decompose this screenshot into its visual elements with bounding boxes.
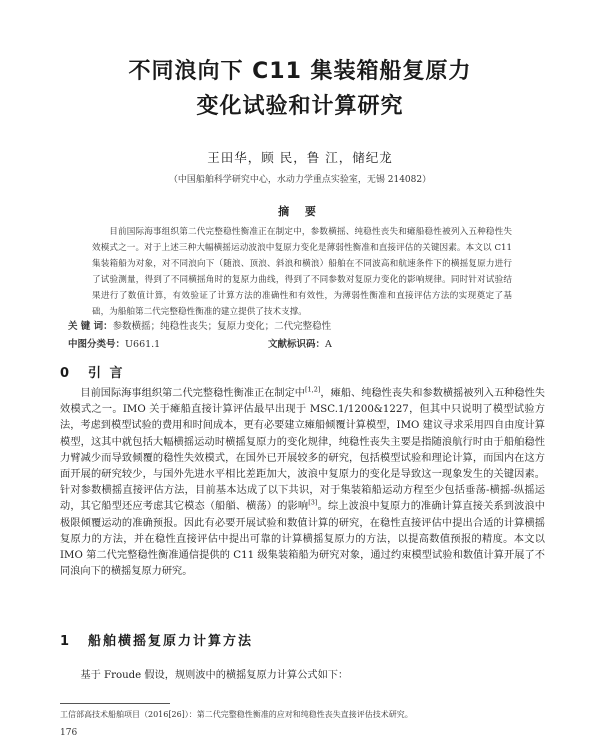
- section-number: 0: [60, 366, 70, 381]
- section-number: 1: [60, 634, 70, 649]
- keywords-label: 关 键 词：: [68, 321, 113, 332]
- footnote-divider: [60, 703, 170, 704]
- abstract-heading: 摘 要: [278, 205, 322, 218]
- funding-footnote: 工信部高技术船舶项目（2016[26]）：第二代完整稳性衡准的应对和纯稳性丧失直接评估技术研究。: [60, 710, 413, 719]
- doc-code-label: 文献标识码：: [268, 339, 326, 350]
- intro-text-part1: 目前国际海事组织第二代完整稳性衡准正在制定中: [80, 388, 305, 399]
- section-heading-1: [60, 630, 253, 649]
- section1-paragraph: 基于 Froude 假设，规则波中的横摇复原力计算公式如下：: [80, 670, 349, 681]
- affiliation: （中国船舶科学研究中心，水动力学重点实验室，无锡 214082）: [168, 175, 432, 185]
- clc-label: 中图分类号：: [68, 339, 126, 350]
- classification-line: [68, 336, 538, 350]
- section-heading-intro: [60, 362, 125, 381]
- section-title: 引 言: [88, 366, 125, 381]
- paper-title-line2: 变化试验和计算研究: [196, 94, 404, 119]
- doc-code-value: A: [325, 339, 332, 350]
- abstract-body: 目前国际海事组织第二代完整稳性衡准正在制定中，参数横摇、纯稳性丧失和瘫船稳性被列入五种稳性失效模式之一。对于上述三种大幅横摇运动波浪中复原力变化是薄弱性衡准和直接评估的关键因素。本文以 C11 集装箱船为对象，对不同浪向下（随浪、顶浪、斜浪和横浪）船舶在不同波高和航速条件下的横摇复原力进行了试验测量，得到了不同横摇角时的复原力曲线，得到了不同参数对复原力变化的影响规律。同时针对试验结果进行了数值计算，有效验证了计算方法的准确性和有效性，为薄弱性衡准和直接评估方法的实现奠定了基础，为船舶第二代完整稳性衡准的建立提供了技术支撑。: [92, 227, 512, 317]
- intro-text-part2: ，瘫船、纯稳性丧失和参数横摇被列入五种稳性失效模式之一。IMO 关于瘫船直接计算评估最早出现于 MSC.1/1200&1227，但其中只说明了模型试验方法，考虑到模型试验的费用和时间成本，更有必要建立瘫船倾覆计算模型，IMO 建议寻求采用四自由度计算模型，这其中就包括大幅横摇运动时横摇复原力的变化规律，纯稳性丧失主要是指随浪航行时由于船舶稳性力臂减少而导致倾覆的稳性失效模式，在国外已开展较多的研究，包括模型试验和理论计算，而国内在这方面开展的研究较少，与国外先进水平相比差距加大，波浪中复原力的变化是导致这一现象发生的关键因素。针对参数横摇直接评估方法，目前基本达成了以下共识，对于集装箱船运动方程至少包括垂荡-横摇-纵摇运动，其它船型还应考虑其它模态（船艏、横荡）的影响: [60, 388, 545, 513]
- keywords-value: 参数横摇；纯稳性丧失；复原力变化；二代完整稳性: [112, 321, 332, 332]
- keywords: [68, 318, 538, 332]
- intro-paragraph: [60, 386, 545, 580]
- page-number: 176: [60, 728, 78, 738]
- clc-value: U661.1: [125, 339, 161, 350]
- citation: [3]: [308, 499, 318, 508]
- authors: 王田华，顾 民，鲁 江，储纪龙: [207, 150, 393, 165]
- paper-title-line1: 不同浪向下 C11 集装箱船复原力: [128, 59, 472, 84]
- section-title: 船舶横摇复原力计算方法: [88, 634, 254, 649]
- citation: [1,2]: [304, 385, 321, 394]
- doc-code: [268, 336, 332, 350]
- intro-text-part3: 。综上波浪中复原力的准确计算直接关系到波浪中极限倾覆运动的准确预报。因此有必要开展试验和数值计算的研究，在稳性直接评估中提出合适的计算横摇复原力的方法，并在稳性直接评估中提出可靠的计算横摇复原力的方法，以提高数值预报的精度。本文以 IMO 第二代完整稳性衡准通信提供的 C11 级集装箱船为研究对象，通过约束模型试验和数值计算开展了不同浪向下的横摇复原力研究。: [60, 501, 545, 578]
